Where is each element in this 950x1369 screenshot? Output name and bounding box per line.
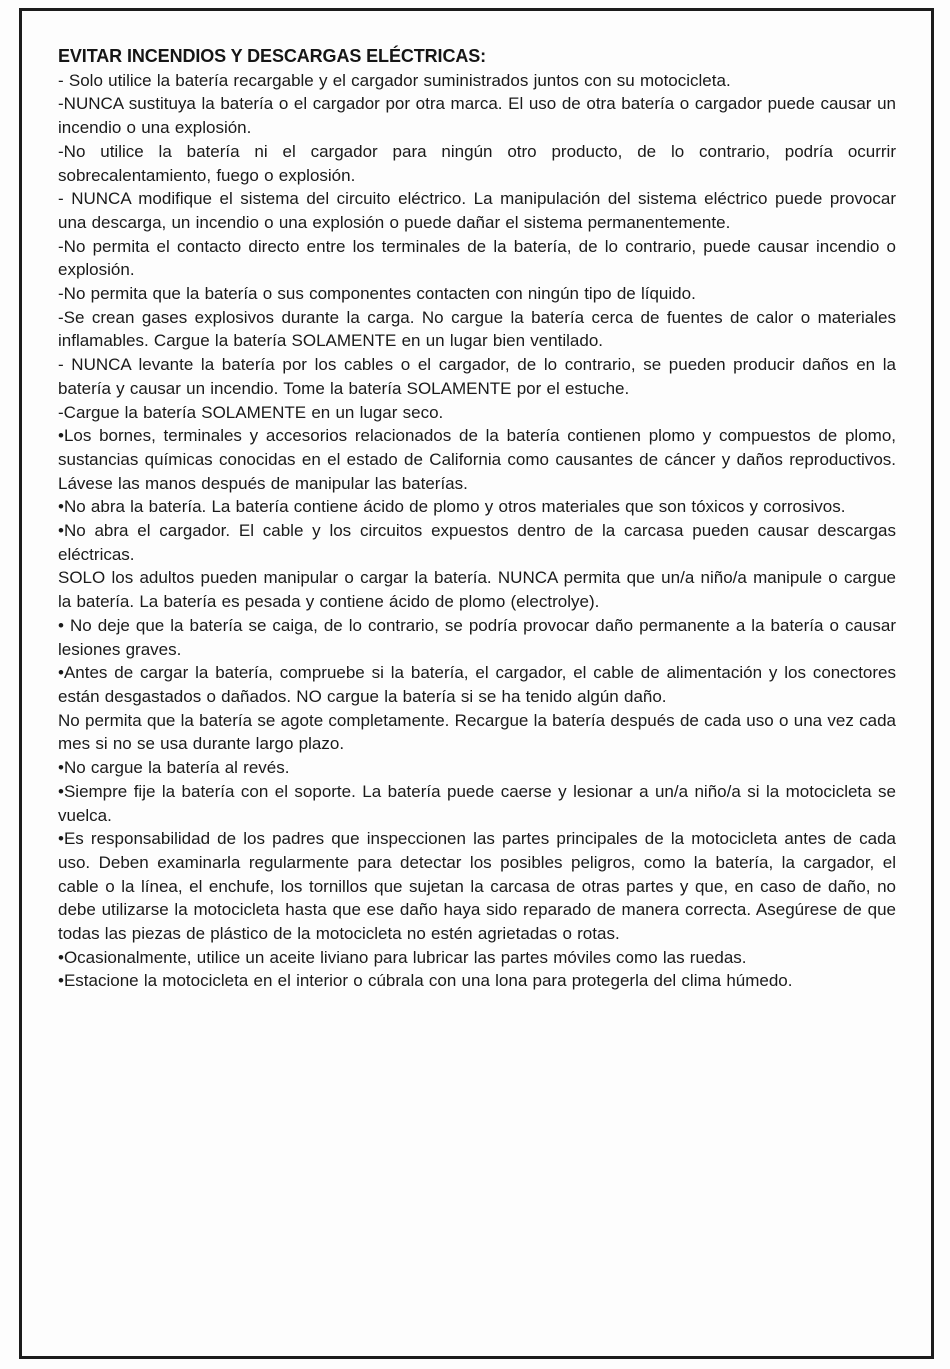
instruction-paragraph: •No cargue la batería al revés. <box>58 758 290 778</box>
instruction-paragraph: -Cargue la batería SOLAMENTE en un lugar seco. <box>58 402 444 422</box>
instruction-paragraph: No permita que la batería se agote completamente. Recargue la batería después de cada uso o una vez cada mes si no se usa durante largo plazo. <box>58 710 896 754</box>
instruction-paragraph: -NUNCA sustituya la batería o el cargador por otra marca. El uso de otra batería o cargador puede causar un incendio o una explosión. <box>58 94 896 138</box>
instruction-paragraph: •Los bornes, terminales y accesorios relacionados de la batería contienen plomo y compuestos de plomo, sustancias químicas conocidas en el estado de California como causantes de cáncer y daños reproductivos. Lávese las manos después de manipular las baterías. <box>58 426 896 493</box>
instruction-paragraph: • No deje que la batería se caiga, de lo contrario, se podría provocar daño permanente a la batería o causar lesiones graves. <box>58 615 896 659</box>
instruction-paragraph: •Estacione la motocicleta en el interior o cúbrala con una lona para protegerla del clima húmedo. <box>58 971 793 991</box>
instruction-paragraph: - NUNCA modifique el sistema del circuito eléctrico. La manipulación del sistema eléctrico puede provocar una descarga, un incendio o una explosión o puede dañar el sistema permanentemente. <box>58 189 896 232</box>
instruction-paragraph: •Ocasionalmente, utilice un aceite liviano para lubricar las partes móviles como las ruedas. <box>58 947 747 967</box>
instruction-paragraph: - Solo utilice la batería recargable y el cargador suministrados juntos con su motocicleta. <box>58 70 731 90</box>
instruction-paragraph: •No abra la batería. La batería contiene ácido de plomo y otros materiales que son tóxicos y corrosivos. <box>58 497 846 517</box>
section-title: EVITAR INCENDIOS Y DESCARGAS ELÉCTRICAS: <box>58 46 487 66</box>
instruction-paragraph: •Antes de cargar la batería, compruebe si la batería, el cargador, el cable de alimentación y los conectores están desgastados o dañados. NO cargue la batería si se ha tenido algún daño. <box>58 663 896 706</box>
instruction-paragraph: -Se crean gases explosivos durante la carga. No cargue la batería cerca de fuentes de calor o materiales inflamables. Cargue la batería SOLAMENTE en un lugar bien ventilado. <box>58 307 896 351</box>
instructions-body <box>58 69 896 993</box>
instruction-paragraph: -No utilice la batería ni el cargador para ningún otro producto, de lo contrario, podría ocurrir sobrecalentamiento, fuego o explosión. <box>58 141 896 185</box>
instruction-paragraph: •No abra el cargador. El cable y los circuitos expuestos dentro de la carcasa pueden causar descargas eléctricas. <box>58 521 896 564</box>
instruction-paragraph: - NUNCA levante la batería por los cables o el cargador, de lo contrario, se pueden producir daños en la batería y causar un incendio. Tome la batería SOLAMENTE por el estuche. <box>58 355 896 398</box>
instruction-paragraph: •Es responsabilidad de los padres que inspeccionen las partes principales de la motocicleta antes de cada uso. Deben examinarla regularmente para detectar los posibles peligros, como la batería, la cargador, el cable o la línea, el enchufe, los tornillos que sujetan la carcasa de otras partes y que, en caso de daño, no debe utilizarse la motocicleta hasta que ese daño haya sido reparado de manera correcta. Asegúrese de que todas las piezas de plástico de la motocicleta no estén agrietadas o rotas. <box>58 829 896 944</box>
instruction-paragraph: -No permita que la batería o sus componentes contacten con ningún tipo de líquido. <box>58 284 696 304</box>
instruction-paragraph: -No permita el contacto directo entre los terminales de la batería, de lo contrario, puede causar incendio o explosión. <box>58 236 896 280</box>
page-border-frame <box>19 8 934 1359</box>
instruction-paragraph: •Siempre fije la batería con el soporte. La batería puede caerse y lesionar a un/a niño/a si la motocicleta se vuelca. <box>58 781 896 825</box>
instruction-paragraph: SOLO los adultos pueden manipular o cargar la batería. NUNCA permita que un/a niño/a manipule o cargue la batería. La batería es pesada y contiene ácido de plomo (electrolye). <box>58 568 896 612</box>
instructions-section <box>22 11 931 993</box>
